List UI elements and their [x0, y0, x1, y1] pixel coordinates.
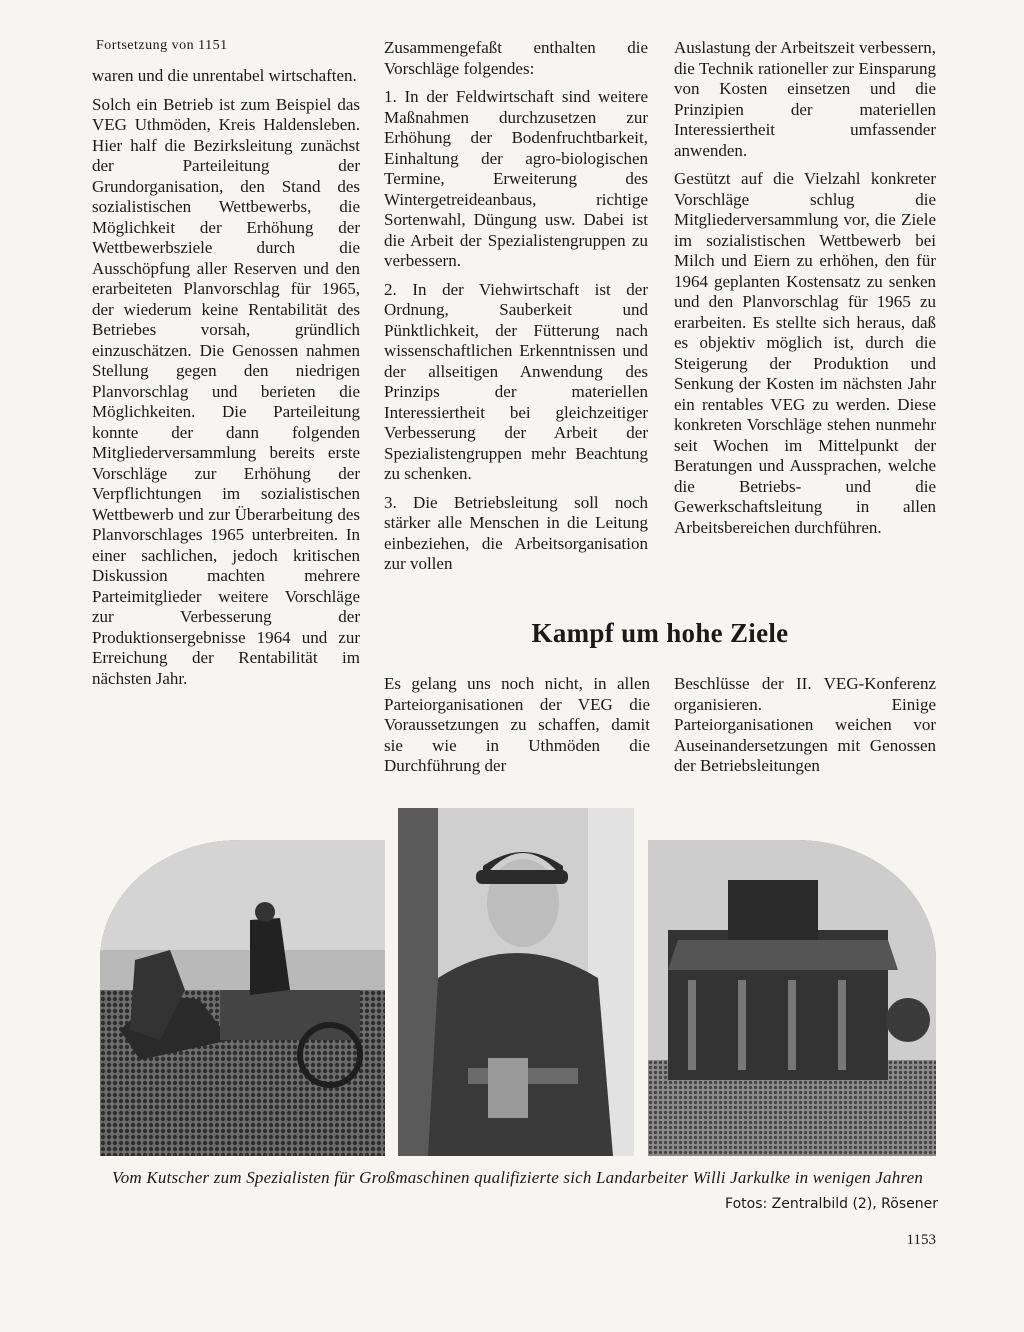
paragraph: Zusammengefaßt enthalten die Vorschläge folgendes:	[384, 38, 648, 78]
paragraph: 1. In der Feldwirtschaft sind weitere Maßnahmen durchzusetzen zur Erhöhung der Bodenfruchtbarkeit, Einhaltung der agro-biologischen Termine, Erweiterung des Wintergetreideanbaus, richtige Sortenwahl, Düngung usw. Dabei ist die Arbeit der Spezialistengruppen zu verbessern.	[384, 87, 648, 270]
column-1	[92, 66, 360, 697]
column-3-continued	[674, 674, 936, 785]
photo-caption: Vom Kutscher zum Spezialisten für Großmaschinen qualifizierte sich Landarbeiter Willi Jarkulke in wenigen Jahren	[112, 1168, 924, 1187]
photo-worker-portrait	[398, 808, 634, 1156]
page-number: 1153	[906, 1232, 936, 1248]
paragraph: Es gelang uns noch nicht, in allen Parteiorganisationen der VEG die Voraussetzungen zu schaffen, damit sie wie in Uthmöden die Durchführung der	[384, 674, 650, 775]
paragraph: 3. Die Betriebsleitung soll noch stärker alle Menschen in die Leitung einbeziehen, die Arbeitsorganisation zur vollen	[384, 492, 648, 573]
running-head: Fortsetzung von 1151	[96, 38, 228, 53]
photo-harvesting-machine	[648, 840, 936, 1156]
photo-credit: Fotos: Zentralbild (2), Rösener	[725, 1196, 938, 1212]
section-heading: Kampf um hohe Ziele	[531, 618, 789, 648]
photo-horse-cart	[100, 840, 385, 1156]
paragraph: Gestützt auf die Vielzahl konkreter Vorschläge schlug die Mitgliederversammlung vor, die Ziele im sozialistischen Wettbewerb bei Milch und Eiern zu erhöhen, den für 1964 geplanten Kostensatz zu senken und den Planvorschlag für 1965 zu erarbeiten. Es stellte sich heraus, daß es objektiv möglich ist, durch die Steigerung der Produktion und Senkung der Kosten im nächsten Jahr ein rentables VEG zu werden. Diese konkreten Vorschläge stehen nunmehr seit Wochen im Mittelpunkt der Beratungen und Aussprachen, welche die Betriebs- und die Gewerkschaftsleitung in allen Arbeitsbereichen durchführen.	[674, 169, 936, 537]
paragraph: Beschlüsse der II. VEG-Konferenz organisieren. Einige Parteiorganisationen weichen vor Auseinandersetzungen mit Genossen der Betriebsleitungen	[674, 674, 936, 775]
column-3	[674, 38, 936, 546]
paragraph: Solch ein Betrieb ist zum Beispiel das VEG Uthmöden, Kreis Haldensleben. Hier half die Bezirksleitung zunächst der Parteileitung der Grundorganisation, den Stand des sozialistischen Wettbewerbs, die Möglichkeit der Erhöhung der Wettbewerbsziele durch die Ausschöpfung aller Reserven und den erarbeiteten Planvorschlag für 1965, der wiederum keine Rentabilität des Betriebes vorsah, gründlich einzuschätzen. Die Genossen nahmen Stellung gegen den niedrigen Planvorschlag und berieten die Möglichkeiten. Die Parteileitung konnte der dann folgenden Mitgliederversammlung bereits erste Vorschläge zur Erhöhung der Verpflichtungen im sozialistischen Wettbewerb und zur Überarbeitung des Planvorschlages 1965 unterbreiten. In einer sachlichen, jedoch kritischen Diskussion machten mehrere Parteimitglieder weitere Vorschläge zur Verbesserung der Produktionsergebnisse 1964 und zur Erreichung der Rentabilität im nächsten Jahr.	[92, 94, 360, 688]
column-2	[384, 38, 648, 583]
paragraph: 2. In der Viehwirtschaft ist der Ordnung, Sauberkeit und Pünktlichkeit, der Fütterung nach wissenschaftlichen Erkenntnissen und der allseitigen Anwendung des Prinzips der materiellen Interessiertheit bei gleichzeitiger Verbesserung der Arbeit der Spezialistengruppen mehr Beachtung zu schenken.	[384, 279, 648, 483]
paragraph: Auslastung der Arbeitszeit verbessern, die Technik rationeller zur Einsparung von Kosten einsetzen und die Prinzipien der materiellen Interessiertheit umfassender anwenden.	[674, 38, 936, 160]
paragraph: waren und die unrentabel wirtschaften.	[92, 66, 357, 85]
column-2-continued	[384, 674, 650, 785]
